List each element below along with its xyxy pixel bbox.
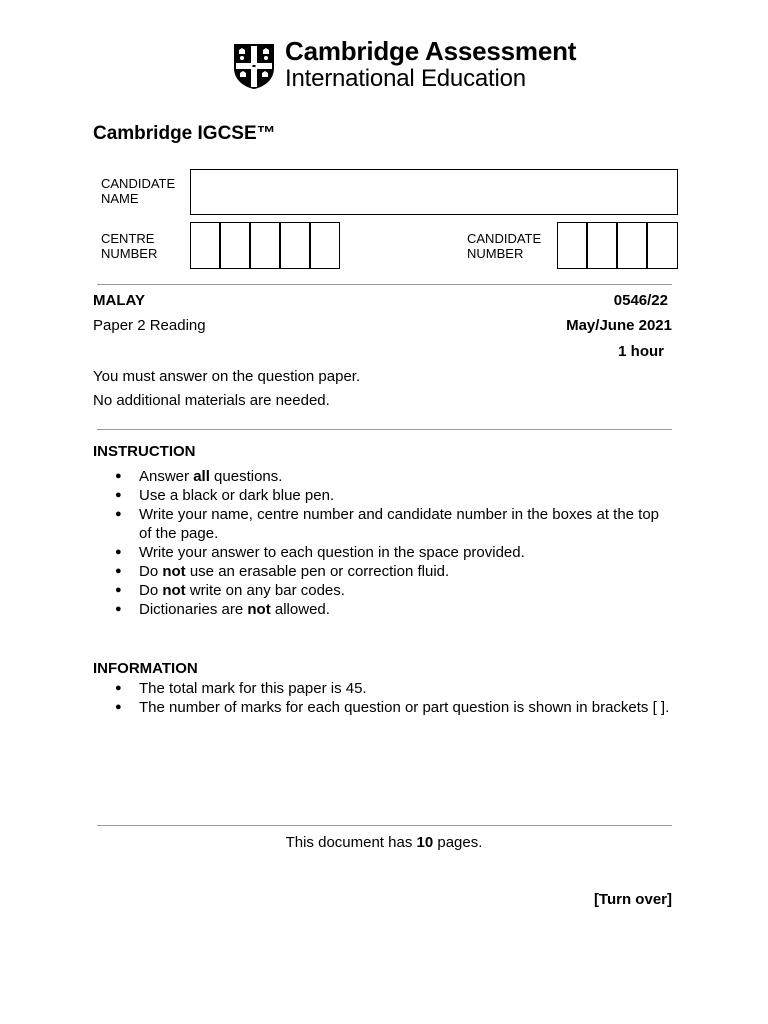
instruction-item: ● Do not write on any bar codes. xyxy=(115,581,675,600)
centre-digit-box[interactable] xyxy=(310,222,340,269)
candidate-number-boxes xyxy=(557,222,678,269)
candidate-number-label xyxy=(467,231,541,261)
instruction-heading: INSTRUCTION xyxy=(93,443,196,460)
centre-number-label xyxy=(101,231,157,261)
qualification-title: Cambridge IGCSE™ xyxy=(93,123,276,144)
candidate-number-label-line2: NUMBER xyxy=(467,246,524,261)
centre-digit-box[interactable] xyxy=(250,222,280,269)
candidate-digit-box[interactable] xyxy=(647,222,678,269)
crest-icon xyxy=(231,42,277,90)
instruction-item: ● Write your answer to each question in the space provided. xyxy=(115,543,675,562)
candidate-digit-box[interactable] xyxy=(557,222,587,269)
centre-digit-box[interactable] xyxy=(190,222,220,269)
instruction-item: ● Dictionaries are not allowed. xyxy=(115,600,675,619)
divider xyxy=(97,284,672,285)
centre-number-boxes xyxy=(190,222,340,269)
turn-over-label: [Turn over] xyxy=(593,891,672,908)
information-item: ● The total mark for this paper is 45. xyxy=(115,679,675,698)
instruction-item: ● Write your name, centre number and candidate number in the boxes at the top of the page. xyxy=(115,505,675,543)
note-no-materials: No additional materials are needed. xyxy=(93,392,330,409)
page-count-note: This document has 10 pages. xyxy=(285,834,483,851)
candidate-name-label xyxy=(101,176,175,206)
exam-duration: 1 hour xyxy=(618,343,664,360)
exam-session: May/June 2021 xyxy=(566,317,672,334)
instruction-item: ● Do not use an erasable pen or correction fluid. xyxy=(115,562,675,581)
candidate-name-field[interactable] xyxy=(190,169,678,215)
note-answer-on-paper: You must answer on the question paper. xyxy=(93,368,361,385)
divider xyxy=(97,429,672,430)
candidate-digit-box[interactable] xyxy=(587,222,617,269)
candidate-name-label-line2: NAME xyxy=(101,191,139,206)
centre-digit-box[interactable] xyxy=(220,222,250,269)
page-count: 10 xyxy=(416,834,434,851)
cambridge-logo xyxy=(231,36,577,92)
information-heading: INFORMATION xyxy=(93,660,198,677)
instruction-list xyxy=(115,467,675,619)
information-item: ● The number of marks for each question or part question is shown in brackets [ ]. xyxy=(115,698,675,717)
information-list xyxy=(115,679,675,717)
logo-line-1: Cambridge Assessment xyxy=(285,36,577,66)
candidate-digit-box[interactable] xyxy=(617,222,647,269)
centre-number-label-line2: NUMBER xyxy=(101,246,158,261)
footer-divider xyxy=(97,825,672,826)
candidate-number-label-line1: CANDIDATE xyxy=(467,231,542,246)
centre-number-label-line1: CENTRE xyxy=(101,231,155,246)
paper-code: 0546/22 xyxy=(613,292,668,309)
candidate-name-label-line1: CANDIDATE xyxy=(101,176,176,191)
logo-line-2: International Education xyxy=(285,65,526,92)
centre-digit-box[interactable] xyxy=(280,222,310,269)
instruction-item: ● Use a black or dark blue pen. xyxy=(115,486,675,505)
paper-title: Paper 2 Reading xyxy=(93,317,206,334)
subject-name: MALAY xyxy=(93,292,145,309)
instruction-item: ● Answer all questions. xyxy=(115,467,675,486)
